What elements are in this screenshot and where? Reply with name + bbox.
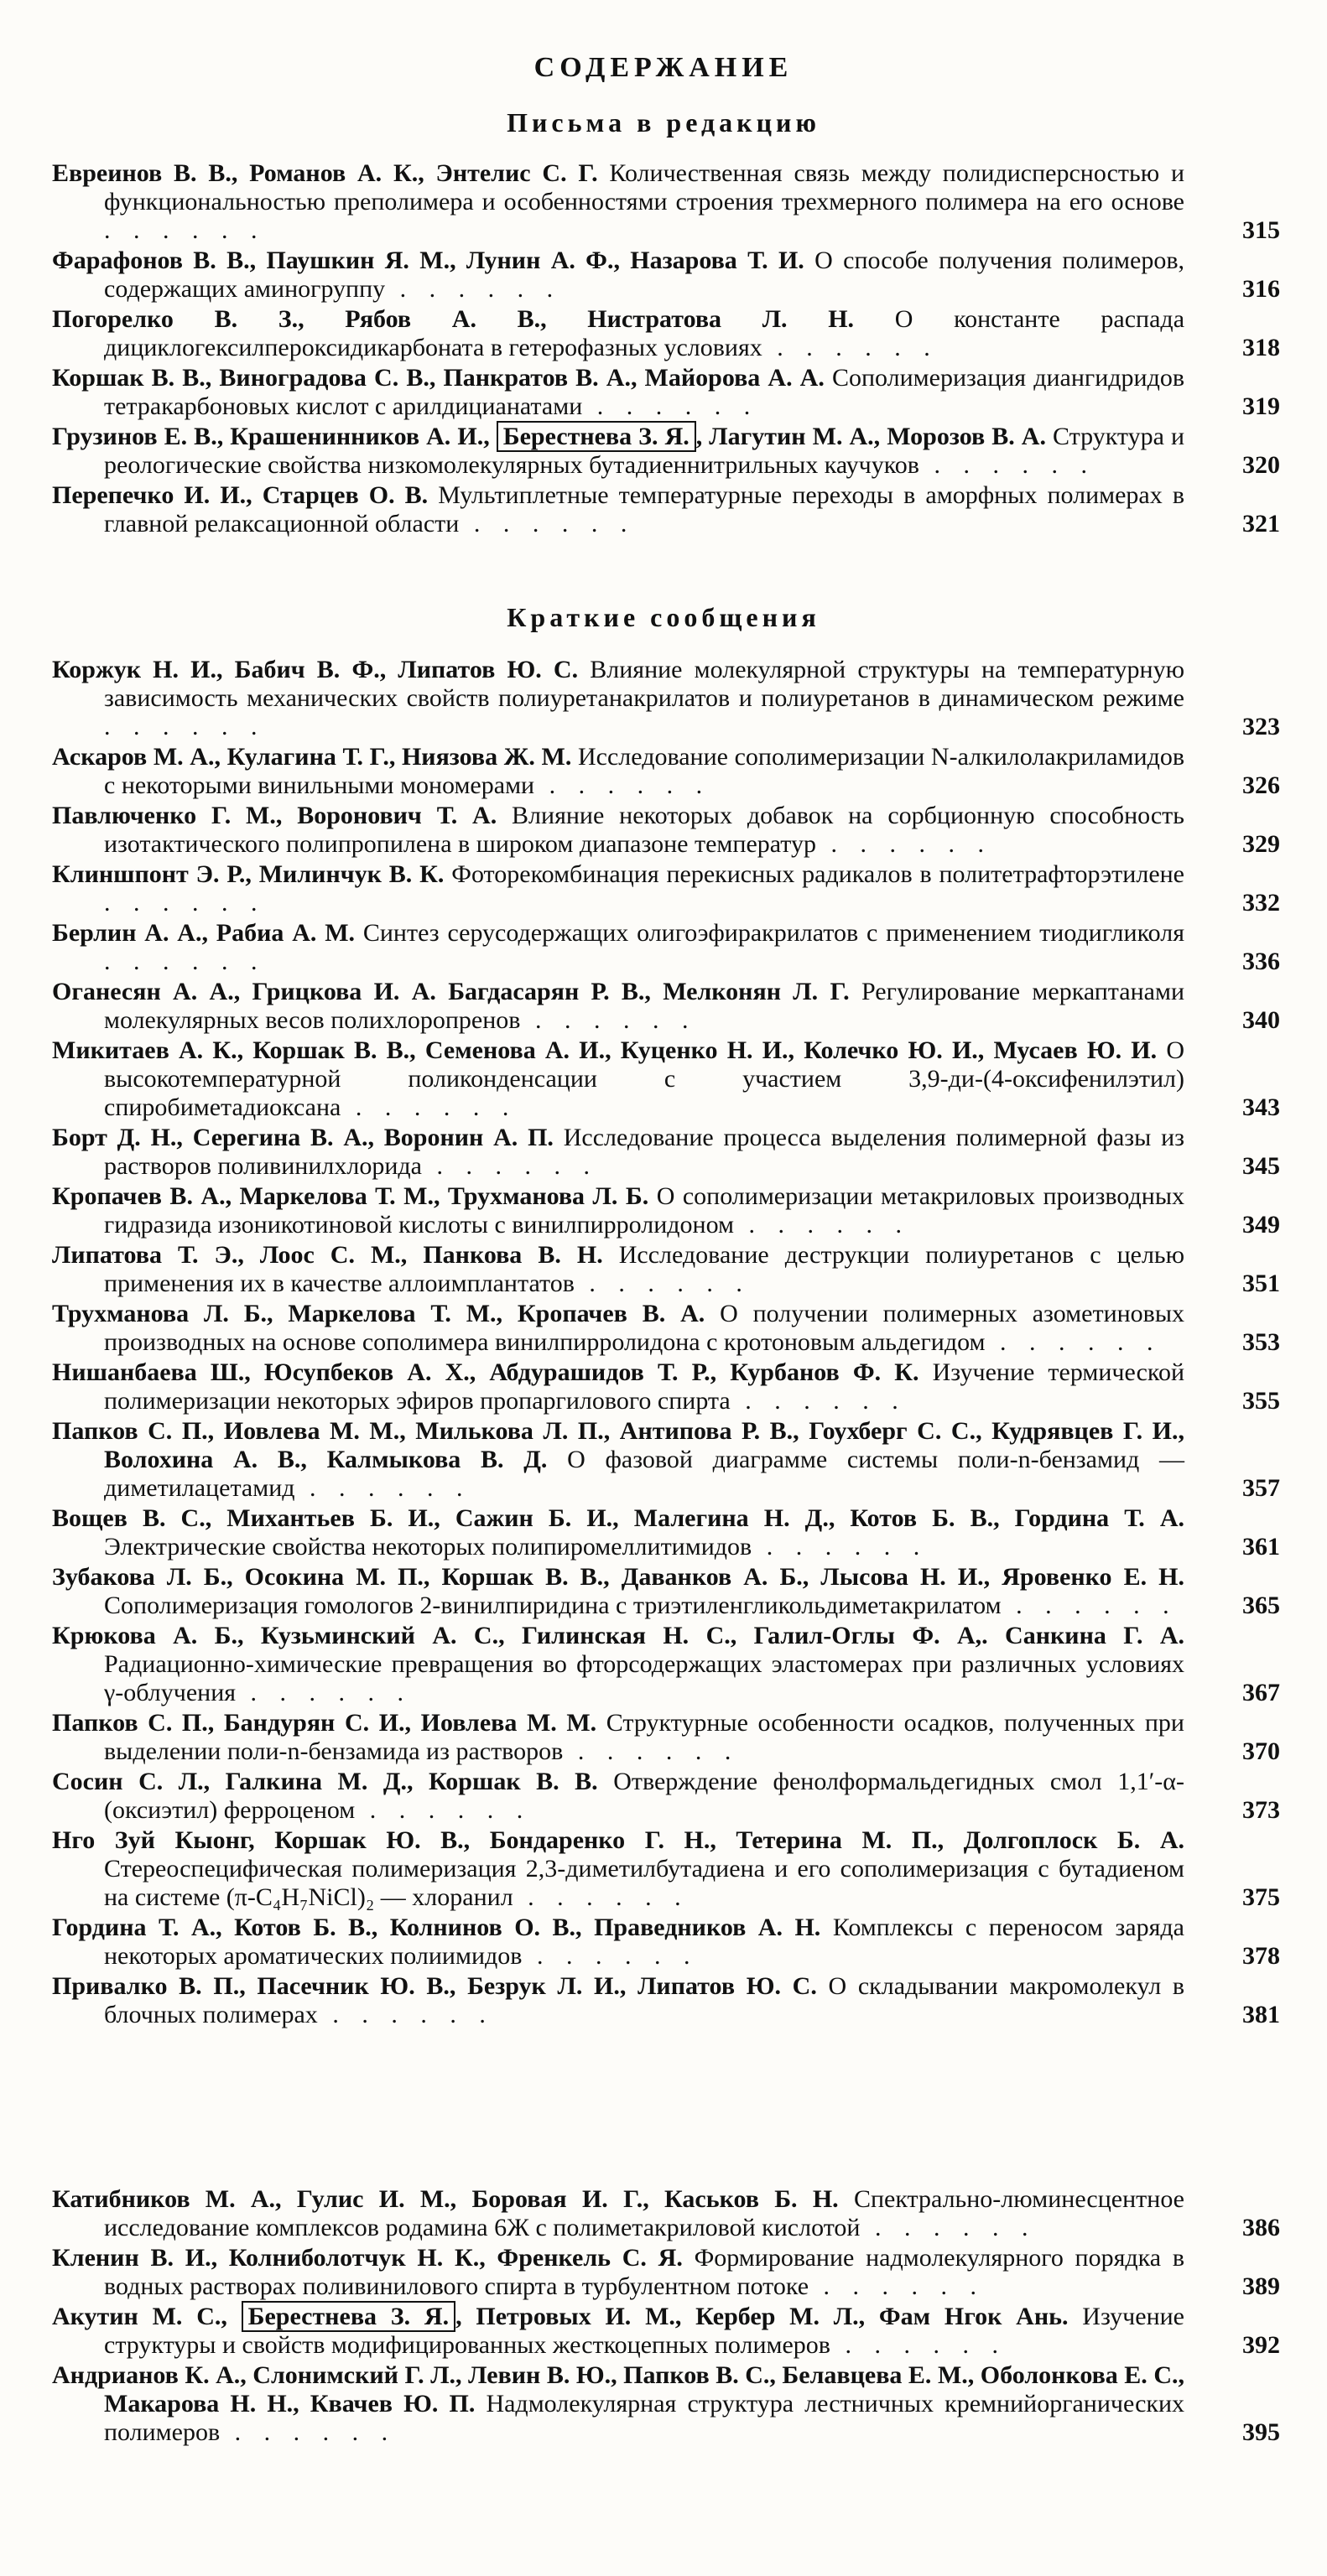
dot-leader: . . . . . .: [294, 1474, 471, 1502]
dot-leader: . . . . . .: [752, 1533, 929, 1561]
entry-authors: Трухманова Л. Б., Маркелова Т. М., Кропачев В. А.: [52, 1300, 705, 1327]
entry-title: Изучение структуры и свойств модифицированных жесткоцепных полимеров: [104, 2303, 1184, 2359]
entry-title: Влияние некоторых добавок на сорбционную способность изотактического полипропилена в широком диапазоне температур: [104, 802, 1184, 858]
entry-authors: Нишанбаева Ш., Юсупбеков А. Х., Абдурашидов Т. Р., Курбанов Ф. К.: [52, 1358, 919, 1386]
toc-entry[interactable]: [0, 978, 1327, 1035]
entry-title: Регулирование меркаптанами молекулярных весов полихлоропренов: [104, 978, 1184, 1034]
entry-title: Сополимеризация диангидридов тетракарбоновых кислот с арилдицианатами: [104, 364, 1185, 420]
toc-entry[interactable]: [0, 247, 1327, 304]
entry-authors: Зубакова Л. Б., Осокина М. П., Коршак В. В., Даванков А. Б., Лысова Н. И., Яровенко Е. Н.: [52, 1563, 1184, 1591]
entry-page-number: 375: [1242, 1883, 1280, 1911]
entry-title: Исследование процесса выделения полимерной фазы из растворов поливинилхлорида: [104, 1124, 1184, 1180]
entry-authors: Оганесян А. А., Грицкова И. А. Багдасарян Р. В., Мелконян Л. Г.: [52, 978, 850, 1005]
dot-leader: . . . . . .: [762, 334, 939, 361]
entry-authors: Евреинов В. В., Романов А. К., Энтелис С. Г.: [52, 159, 598, 187]
dot-leader: . . . . . .: [582, 392, 759, 420]
toc-entry[interactable]: [0, 364, 1327, 421]
entry-authors: Погорелко В. З., Рябов А. В., Нистратова Л. Н.: [52, 305, 855, 333]
entry-title: О сополимеризации метакриловых производных гидразида изоникотиновой кислоты с винилпирролидоном: [104, 1182, 1185, 1239]
toc-entry[interactable]: [0, 2185, 1327, 2242]
toc-entry[interactable]: [0, 1914, 1327, 1971]
toc-entry[interactable]: [0, 2303, 1327, 2360]
entry-title: О константе распада дициклогексилпероксидикарбоната в гетерофазных условиях: [104, 305, 1185, 361]
toc-entry[interactable]: [0, 1241, 1327, 1298]
entry-page-number: 321: [1242, 510, 1280, 538]
entry-title: Комплексы с переносом заряда некоторых ароматических полиимидов: [104, 1914, 1184, 1970]
entry-title: Количественная связь между полидисперсностью и функциональностью преполимера и особенностями строения трехмерного полимера на его основе: [104, 159, 1184, 216]
toc-entry[interactable]: [0, 2244, 1327, 2301]
dot-leader: . . . . . .: [220, 2418, 397, 2446]
entry-title: Изучение термической полимеризации некоторых эфиров пропаргилового спирта: [104, 1358, 1185, 1415]
entry-page-number: 367: [1242, 1679, 1280, 1706]
dot-leader: . . . . . .: [459, 510, 636, 538]
toc-entry[interactable]: [0, 860, 1327, 917]
toc-entry[interactable]: [0, 305, 1327, 362]
entry-page-number: 319: [1242, 392, 1280, 420]
entry-title: О фазовой диаграмме системы поли-n-бензамид — диметилацетамид: [104, 1446, 1185, 1502]
entry-title: О получении полимерных азометиновых производных на основе сополимера винилпирролидона с кротоновым альдегидом: [104, 1300, 1184, 1356]
toc-entry[interactable]: [0, 1417, 1327, 1503]
entry-page-number: 365: [1242, 1592, 1280, 1619]
entry-authors: Папков С. П., Иовлева М. М., Милькова Л. П., Антипова Р. В., Гоухберг С. С., Кудрявцев Г. И., Волохина А. В., Калмыкова В. Д.: [52, 1417, 1184, 1473]
entry-authors: Микитаев А. К., Коршак В. В., Семенова А. И., Куценко Н. И., Колечко Ю. И., Мусаев Ю. И.: [52, 1036, 1158, 1064]
toc-entry[interactable]: [0, 423, 1327, 480]
toc-entry[interactable]: [0, 1504, 1327, 1561]
entry-authors-continued: , Петровых И. М., Кербер М. Л., Фам Нгок Ань.: [455, 2303, 1069, 2330]
entry-title: Мультиплетные температурные переходы в аморфных полимерах в главной релаксационной области: [104, 481, 1185, 538]
entry-page-number: 315: [1242, 216, 1280, 244]
dot-leader: . . . . . .: [104, 889, 266, 917]
entry-authors: Клиншпонт Э. Р., Милинчук В. К.: [52, 860, 445, 888]
entry-page-number: 326: [1242, 771, 1280, 799]
toc-entry[interactable]: [0, 1826, 1327, 1912]
entry-authors: Катибников М. А., Гулис И. М., Боровая И. Г., Каськов Б. Н.: [52, 2185, 839, 2213]
dot-leader: . . . . . .: [341, 1093, 518, 1121]
toc-entry[interactable]: [0, 481, 1327, 538]
entry-authors: Грузинов Е. В., Крашенинников А. И.,: [52, 423, 490, 450]
dot-leader: . . . . . .: [809, 2272, 986, 2300]
dot-leader: . . . . . .: [522, 1942, 699, 1970]
entry-authors: Папков С. П., Бандурян С. И., Иовлева М. М.: [52, 1709, 597, 1737]
toc-entry[interactable]: [0, 1358, 1327, 1415]
section-short-reports-entries: [0, 656, 1327, 2031]
entry-title: О высокотемпературной поликонденсации с участием 3,9-ди-(4-оксифенилэтил) спиробиметадиоксана: [104, 1036, 1184, 1121]
entry-title: Влияние молекулярной структуры на температурную зависимость механических свойств полиуретанакрилатов и полиуретанов в динамическом режиме: [104, 656, 1185, 712]
entry-authors: Фарафонов В. В., Паушкин Я. М., Лунин А. Ф., Назарова Т. И.: [52, 247, 804, 274]
entry-page-number: 329: [1242, 830, 1280, 858]
dot-leader: . . . . . .: [104, 948, 266, 975]
toc-entry[interactable]: [0, 1768, 1327, 1825]
toc-entry[interactable]: [0, 743, 1327, 800]
entry-title: Электрические свойства некоторых полипиромеллитимидов: [104, 1533, 752, 1561]
entry-title: О складывании макромолекул в блочных полимерах: [104, 1972, 1185, 2028]
entry-boxed-author: Берестнева З. Я.: [497, 421, 696, 452]
entry-authors-continued: , Лагутин М. А., Морозов В. А.: [695, 423, 1046, 450]
toc-entry[interactable]: [0, 802, 1327, 859]
entry-authors: Коршак В. В., Виноградова С. В., Панкратов В. А., Майорова А. А.: [52, 364, 825, 392]
entry-authors: Липатова Т. Э., Лоос С. М., Панкова В. Н.: [52, 1241, 603, 1269]
entry-title: Структура и реологические свойства низкомолекулярных бутадиеннитрильных каучуков: [104, 423, 1185, 479]
entry-page-number: 370: [1242, 1737, 1280, 1765]
dot-leader: . . . . . .: [520, 1006, 697, 1034]
entry-page-number: 381: [1242, 2001, 1280, 2028]
entry-page-number: 389: [1242, 2272, 1280, 2300]
section-letters-entries: [0, 159, 1327, 540]
dot-leader: . . . . . .: [534, 771, 711, 799]
section-unheaded-entries: [0, 2185, 1327, 2449]
entry-title: Сополимеризация гомологов 2-винилпиридина с триэтиленгликольдиметакрилатом: [104, 1592, 1002, 1619]
entry-page-number: 318: [1242, 334, 1280, 361]
entry-title: Надмолекулярная структура лестничных кремнийорганических полимеров: [104, 2390, 1185, 2446]
entry-title: Фоторекомбинация перекисных радикалов в политетрафторэтилене: [451, 860, 1184, 888]
entry-title: О способе получения полимеров, содержащих аминогруппу: [104, 247, 1184, 303]
dot-leader: . . . . . .: [734, 1211, 911, 1239]
entry-page-number: 343: [1242, 1093, 1280, 1121]
section-heading-letters: Письма в редакцию: [507, 107, 820, 138]
entry-title: Исследование сополимеризации N-алкилолакриламидов с некоторыми винильными мономерами: [104, 743, 1184, 799]
dot-leader: . . . . . .: [236, 1679, 413, 1706]
entry-page-number: 323: [1242, 713, 1280, 740]
dot-leader: . . . . . .: [985, 1328, 1162, 1356]
entry-title: Исследование деструкции полиуретанов с целью применения их в качестве аллоимплантатов: [104, 1241, 1185, 1297]
entry-authors: Привалко В. П., Пасечник Ю. В., Безрук Л. И., Липатов Ю. С.: [52, 1972, 817, 2000]
dot-leader: . . . . . .: [860, 2214, 1037, 2241]
entry-authors: Берлин А. А., Рабиа А. М.: [52, 919, 356, 947]
entry-title: Синтез серусодержащих олигоэфиракрилатов с применением тиодигликоля: [362, 919, 1185, 947]
dot-leader: . . . . . .: [385, 275, 562, 303]
section-heading-short-reports: Краткие сообщения: [507, 602, 820, 632]
entry-authors: Кленин В. И., Колниболотчук Н. К., Френкель С. Я.: [52, 2244, 683, 2272]
entry-title: Формирование надмолекулярного порядка в водных растворах поливинилового спирта в турбулентном потоке: [104, 2244, 1184, 2300]
dot-leader: . . . . . .: [513, 1883, 690, 1911]
entry-authors: Борт Д. Н., Серегина В. А., Воронин А. П.: [52, 1124, 554, 1151]
entry-page-number: 316: [1242, 275, 1280, 303]
entry-authors: Аскаров М. А., Кулагина Т. Г., Ниязова Ж. М.: [52, 743, 572, 771]
toc-entry[interactable]: [0, 1300, 1327, 1357]
entry-authors: Крюкова А. Б., Кузьминский А. С., Гилинская Н. С., Галил-Оглы Ф. А,. Санкина Г. А.: [52, 1622, 1184, 1649]
entry-page-number: 353: [1242, 1328, 1280, 1356]
toc-entry[interactable]: [0, 159, 1327, 245]
toc-entry[interactable]: [0, 1563, 1327, 1620]
toc-entry[interactable]: [0, 1622, 1327, 1707]
entry-page-number: 340: [1242, 1006, 1280, 1034]
entry-title: Отверждение фенолформальдегидных смол 1,1′-α-(оксиэтил) ферроценом: [104, 1768, 1185, 1824]
entry-authors: Павлюченко Г. М., Воронович Т. А.: [52, 802, 497, 829]
dot-leader: . . . . . .: [563, 1737, 740, 1765]
toc-entry[interactable]: [0, 1182, 1327, 1239]
entry-page-number: 349: [1242, 1211, 1280, 1239]
toc-entry[interactable]: [0, 1972, 1327, 2029]
entry-page-number: 336: [1242, 948, 1280, 975]
entry-authors: Андрианов К. А., Слонимский Г. Л., Левин В. Ю., Папков В. С., Белавцева Е. М., Оболонкова Е. С., Макарова Н. Н., Квачев Ю. П.: [52, 2361, 1184, 2418]
entry-boxed-author: Берестнева З. Я.: [242, 2301, 455, 2332]
entry-page-number: 392: [1242, 2331, 1280, 2359]
dot-leader: . . . . . .: [918, 451, 1095, 479]
dot-leader: . . . . . .: [104, 713, 266, 740]
dot-leader: . . . . . .: [355, 1796, 532, 1824]
dot-leader: . . . . . .: [830, 2331, 1007, 2359]
toc-entry[interactable]: [0, 2361, 1327, 2447]
toc-entry[interactable]: [0, 1709, 1327, 1766]
toc-entry[interactable]: [0, 656, 1327, 741]
entry-authors: Перепечко И. И., Старцев О. В.: [52, 481, 429, 509]
dot-leader: . . . . . .: [730, 1387, 907, 1415]
dot-leader: . . . . . .: [317, 2001, 494, 2028]
entry-authors: Вощев В. С., Михантьев Б. И., Сажин Б. И., Малегина Н. Д., Котов Б. В., Гордина Т. А.: [52, 1504, 1184, 1532]
entry-page-number: 361: [1242, 1533, 1280, 1561]
entry-page-number: 373: [1242, 1796, 1280, 1824]
toc-entry[interactable]: [0, 1124, 1327, 1181]
dot-leader: . . . . . .: [104, 216, 266, 244]
entry-page-number: 332: [1242, 889, 1280, 917]
entry-authors: Нго Зуй Кыонг, Коршак Ю. В., Бондаренко Г. Н., Тетерина М. П., Долгоплоск Б. А.: [52, 1826, 1184, 1854]
dot-leader: . . . . . .: [816, 830, 993, 858]
page-title: СОДЕРЖАНИЕ: [533, 52, 794, 83]
dot-leader: . . . . . .: [574, 1270, 751, 1297]
entry-title: Стереоспецифическая полимеризация 2,3-диметилбутадиена и его сополимеризация с бутадиеном на системе (π-C₄H₇NiCl)₂ — хлоранил: [104, 1855, 1184, 1911]
entry-page-number: 345: [1242, 1152, 1280, 1180]
toc-entry[interactable]: [0, 1036, 1327, 1122]
entry-page-number: 395: [1242, 2418, 1280, 2446]
entry-page-number: 378: [1242, 1942, 1280, 1970]
entry-page-number: 351: [1242, 1270, 1280, 1297]
entry-title: Структурные особенности осадков, полученных при выделении поли-n-бензамида из растворов: [104, 1709, 1184, 1765]
entry-authors: Гордина Т. А., Котов Б. В., Колнинов О. В., Праведников А. Н.: [52, 1914, 821, 1941]
toc-entry[interactable]: [0, 919, 1327, 976]
entry-title: Радиационно-химические превращения во фторсодержащих эластомерах при различных условиях γ-облучения: [104, 1650, 1184, 1706]
entry-authors: Акутин М. С.,: [52, 2303, 227, 2330]
entry-title: Спектрально-люминесцентное исследование комплексов родамина 6Ж с полиметакриловой кислотой: [104, 2185, 1184, 2241]
entry-page-number: 355: [1242, 1387, 1280, 1415]
dot-leader: . . . . . .: [421, 1152, 598, 1180]
entry-authors: Коржук Н. И., Бабич В. Ф., Липатов Ю. С.: [52, 656, 579, 683]
entry-authors: Сосин С. Л., Галкина М. Д., Коршак В. В.: [52, 1768, 598, 1795]
entry-authors: Кропачев В. А., Маркелова Т. М., Трухманова Л. Б.: [52, 1182, 649, 1210]
entry-page-number: 320: [1242, 451, 1280, 479]
dot-leader: . . . . . .: [1001, 1592, 1178, 1619]
entry-page-number: 386: [1242, 2214, 1280, 2241]
entry-page-number: 357: [1242, 1474, 1280, 1502]
